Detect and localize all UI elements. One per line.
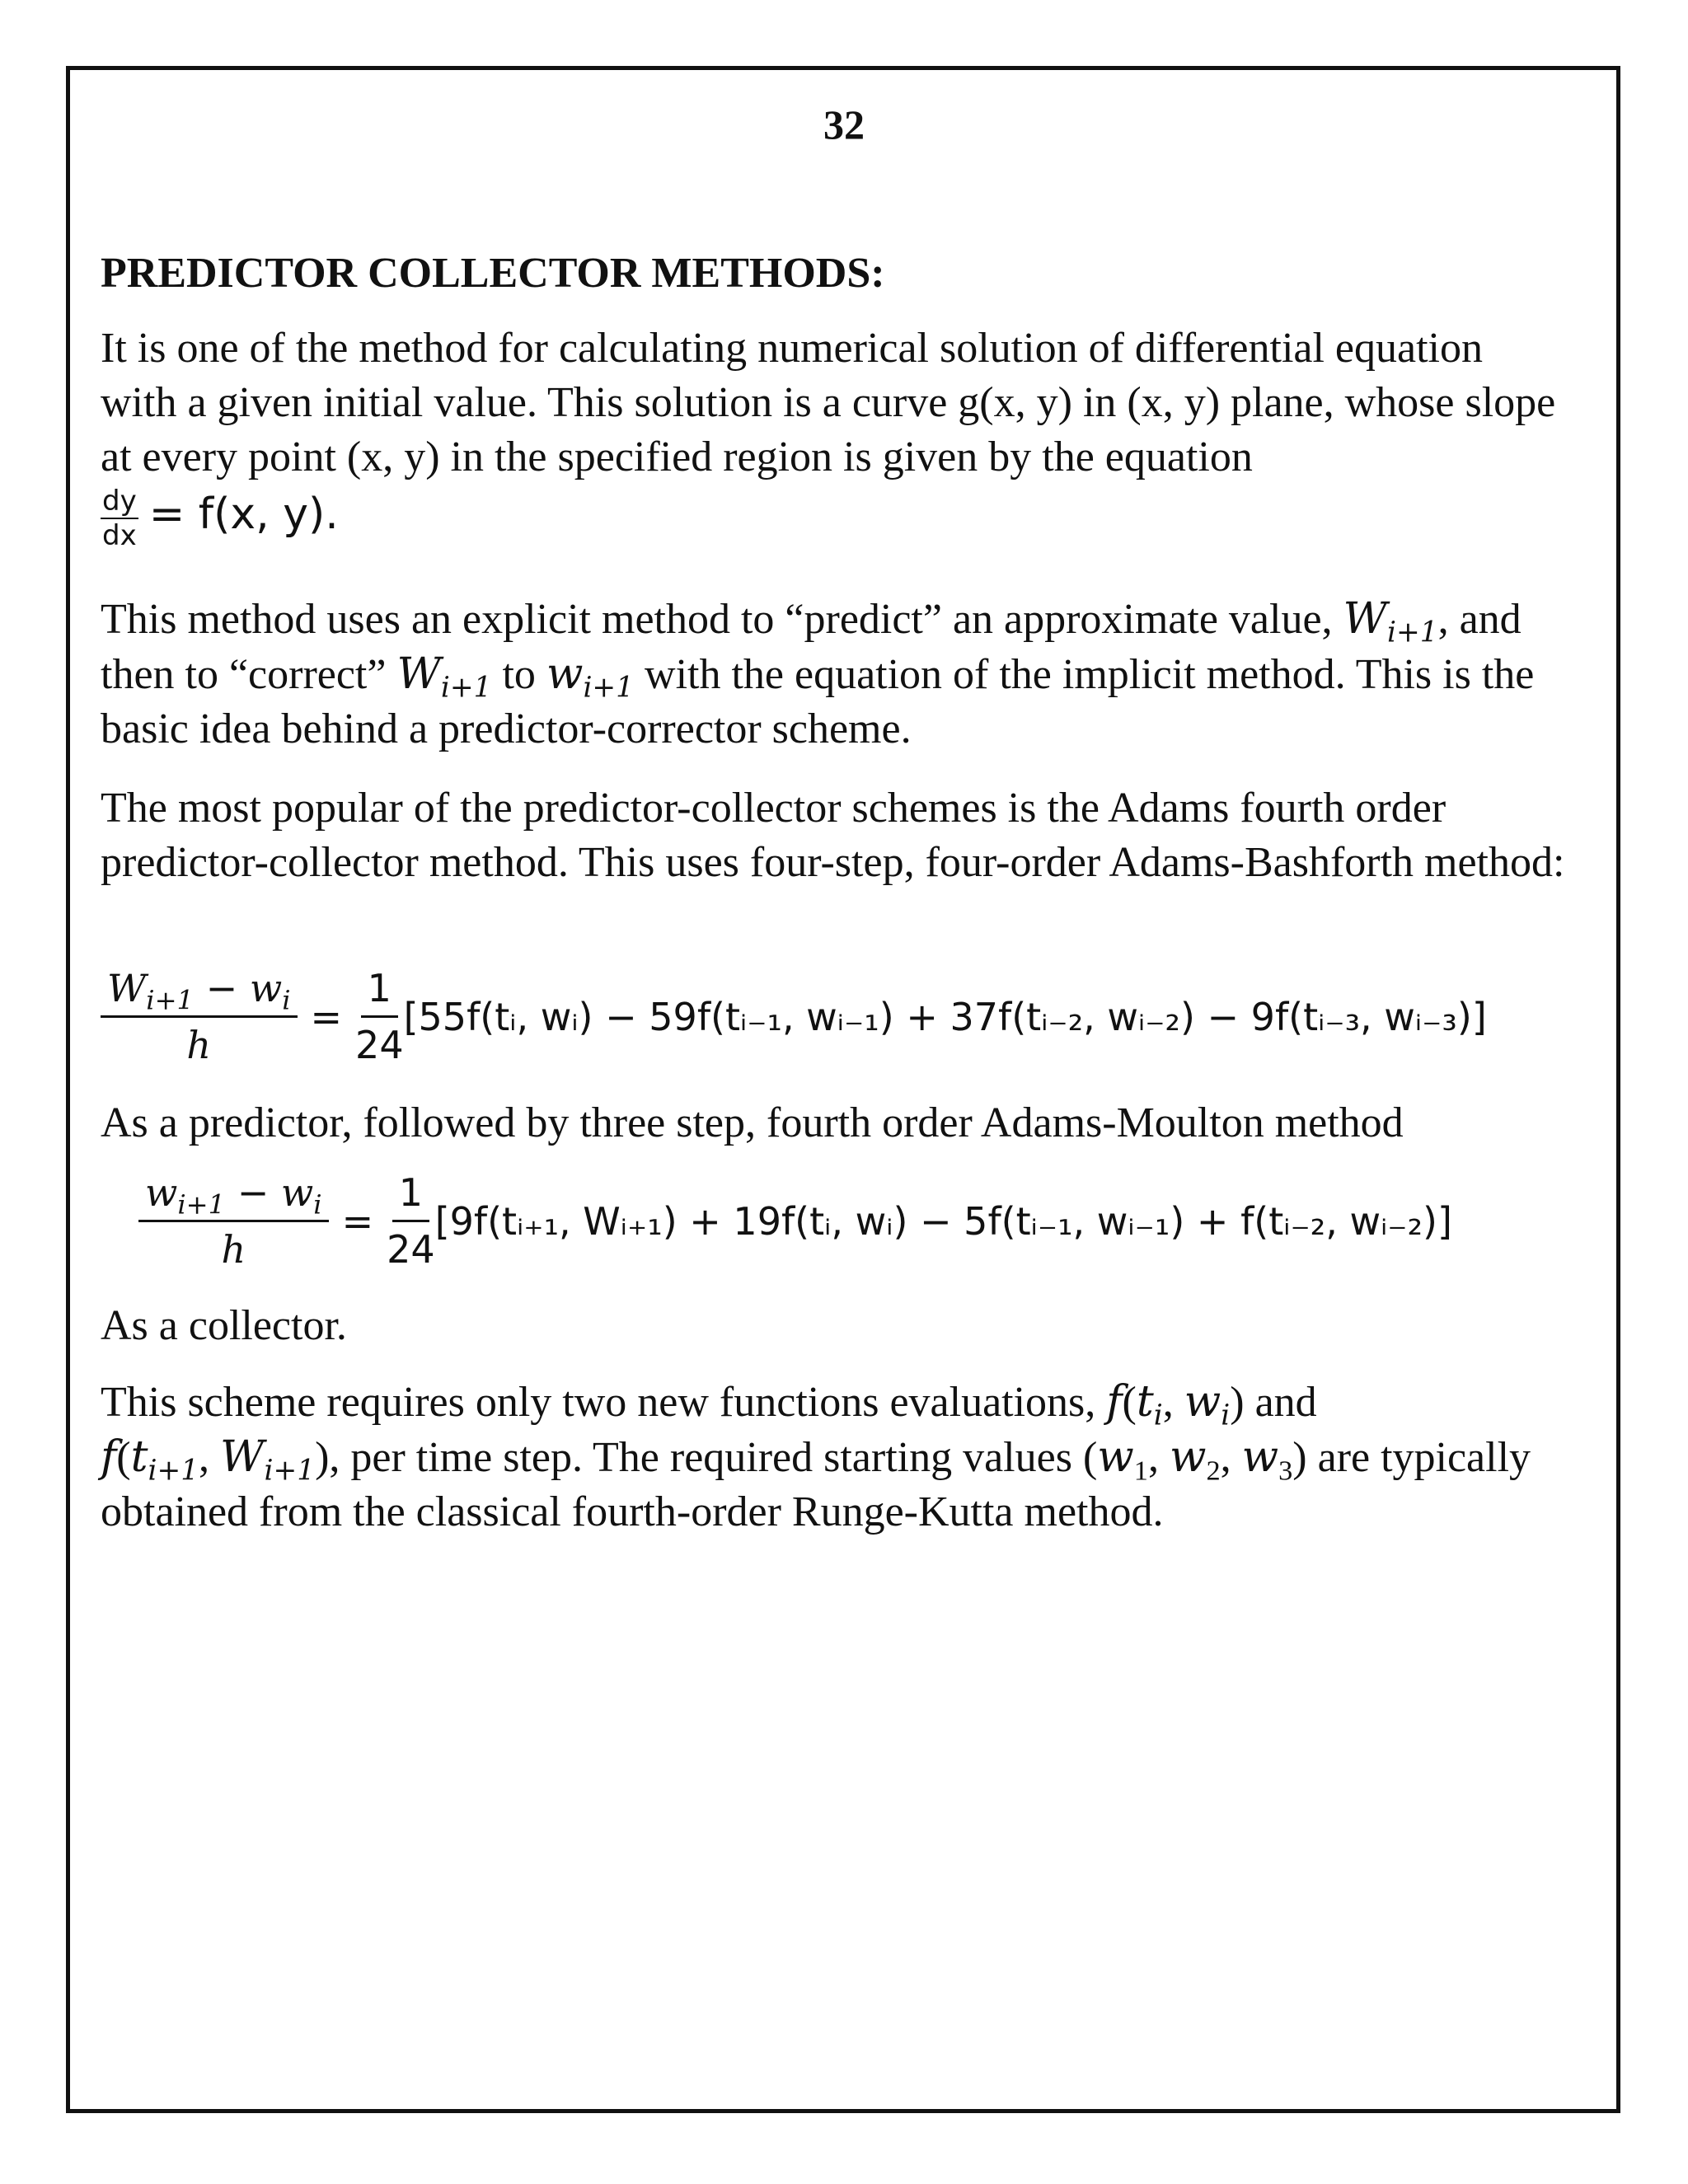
paragraph-predictor: As a predictor, followed by three step, fourth order Adams-Moulton method [101, 1099, 1404, 1146]
paragraph-collector: As a collector. [101, 1302, 347, 1349]
page-number: 32 [823, 101, 865, 148]
adams-bashforth-rhs: [55f(tᵢ, wᵢ) − 59f(tᵢ₋₁, wᵢ₋₁) + 37f(tᵢ₋₂, wᵢ₋₂) − 9f(tᵢ₋₃, wᵢ₋₃)] [403, 994, 1487, 1039]
intro-text: It is one of the method for calculating numerical solution of differential equation with a given initial value. This solution is a curve g(x, y) in (x, y) plane, whose slope at every point (x, y) in the specified region is given by the equation [101, 325, 1556, 480]
ode-rhs: = f(x, y). [148, 489, 339, 539]
paragraph-scheme: This scheme requires only two new functions evaluations, $f(t_i$, $w_i$) and $f(t_{i+1}$, $W_{i+1}$), per time step. The required starting values ($w_1$, $w_2$, $w_3$) are typically obtained from the classical fourth-order Runge-Kutta method. [101, 1377, 1531, 1535]
adams-bashforth-equation: $\frac{W_{i+1} - w_i}{h}$ = $\frac{1}{24}$ [55f(tᵢ, wᵢ) − 59f(tᵢ₋₁, wᵢ₋₁) + 37f(tᵢ₋₂, wᵢ₋₂) − 9f(tᵢ₋₃, wᵢ₋₃)] [101, 966, 1487, 1067]
adams-moulton-equation: $\frac{w_{i+1} - w_i}{h}$ = $\frac{1}{24}$ [9f(tᵢ₊₁, Wᵢ₊₁) + 19f(tᵢ, wᵢ) − 5f(tᵢ₋₁, wᵢ₋₁) + f(tᵢ₋₂, wᵢ₋₂)] [138, 1170, 1452, 1272]
paragraph-predict: This method uses an explicit method to “predict” an approximate value, $W_{i+1}$, and then to “correct” $W_{i+1}$ to $w_{i+1}$ with the equation of the implicit method. This is the basic idea behind a predictor-corrector scheme. [101, 594, 1535, 752]
paragraph-intro [101, 321, 1568, 552]
adams-moulton-rhs: [9f(tᵢ₊₁, Wᵢ₊₁) + 19f(tᵢ, wᵢ) − 5f(tᵢ₋₁, wᵢ₋₁) + f(tᵢ₋₂, wᵢ₋₂)] [434, 1198, 1452, 1244]
math-W-i1: $W_{i+1}$ [1343, 594, 1438, 649]
dy-dx-fraction: $\frac{dy}{dx}$ [102, 485, 137, 552]
paragraph-adams: The most popular of the predictor-collector schemes is the Adams fourth order predictor-collector method. This uses four-step, four-order Adams-Bashforth method: [101, 785, 1565, 886]
section-heading: PREDICTOR COLLECTOR METHODS: [101, 250, 885, 297]
